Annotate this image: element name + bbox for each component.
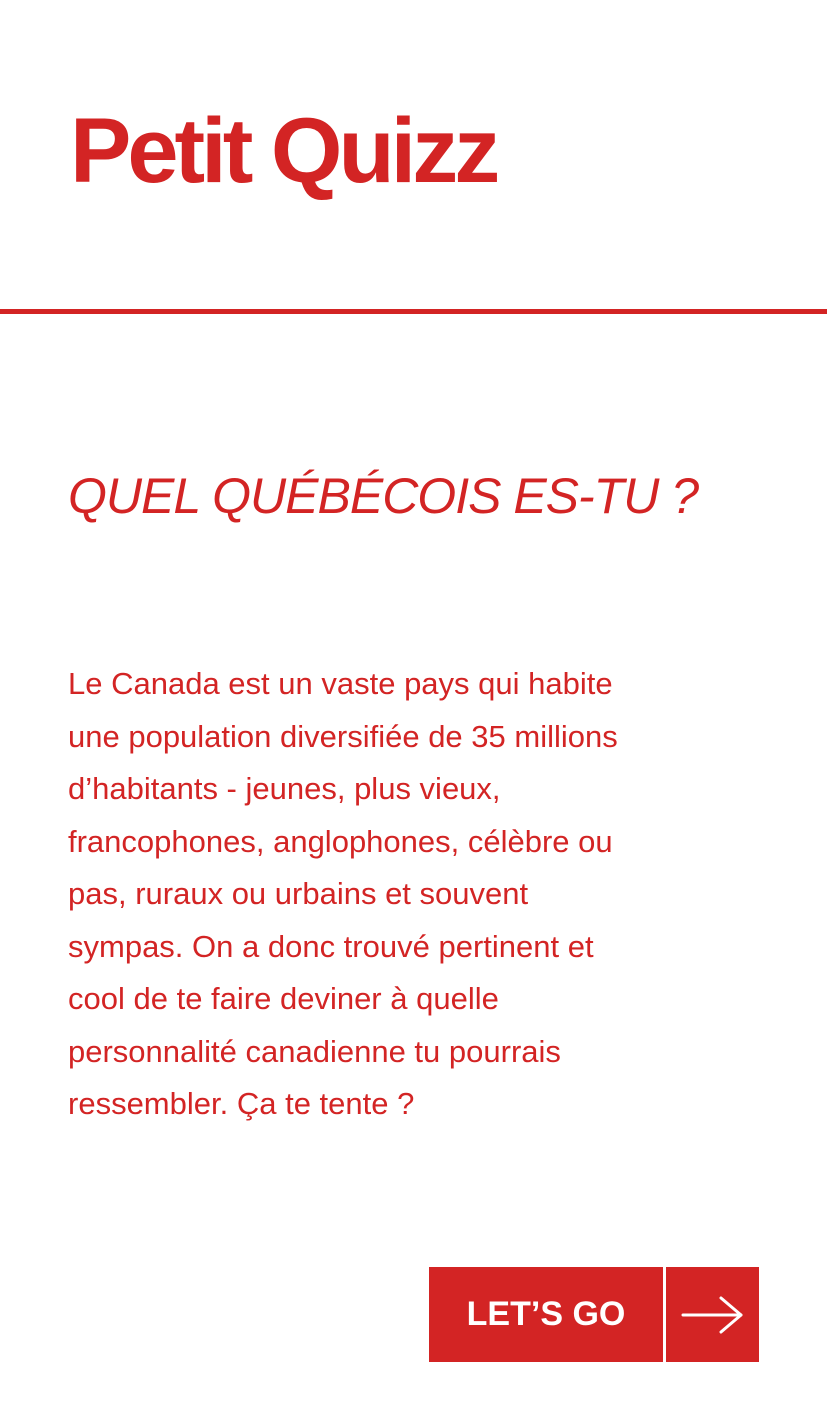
- app-title: Petit Quizz: [70, 100, 497, 202]
- description-line: sympas. On a donc trouvé pertinent et: [68, 928, 594, 964]
- description-line: d’habitants - jeunes, plus vieux,: [68, 771, 501, 806]
- description-line: francophones, anglophones, célèbre ou: [68, 823, 613, 859]
- arrow-right-icon[interactable]: [666, 1267, 759, 1362]
- lets-go-label[interactable]: LET’S GO: [429, 1267, 663, 1362]
- quiz-heading: QUEL QUÉBÉCOIS ES-TU ?: [68, 468, 699, 524]
- description-line: ressembler. Ça te tente ?: [68, 1086, 415, 1121]
- description-line: Le Canada est un vaste pays qui habite: [68, 666, 613, 701]
- quiz-description: [68, 658, 768, 1131]
- description-line: cool de te faire deviner à quelle: [68, 981, 499, 1016]
- description-line: pas, ruraux ou urbains et souvent: [68, 876, 529, 911]
- description-line: personnalité canadienne tu pourrais: [68, 1033, 561, 1069]
- lets-go-button[interactable]: [429, 1267, 759, 1362]
- header-divider: [0, 309, 827, 314]
- description-line: une population diversifiée de 35 millions: [68, 718, 618, 754]
